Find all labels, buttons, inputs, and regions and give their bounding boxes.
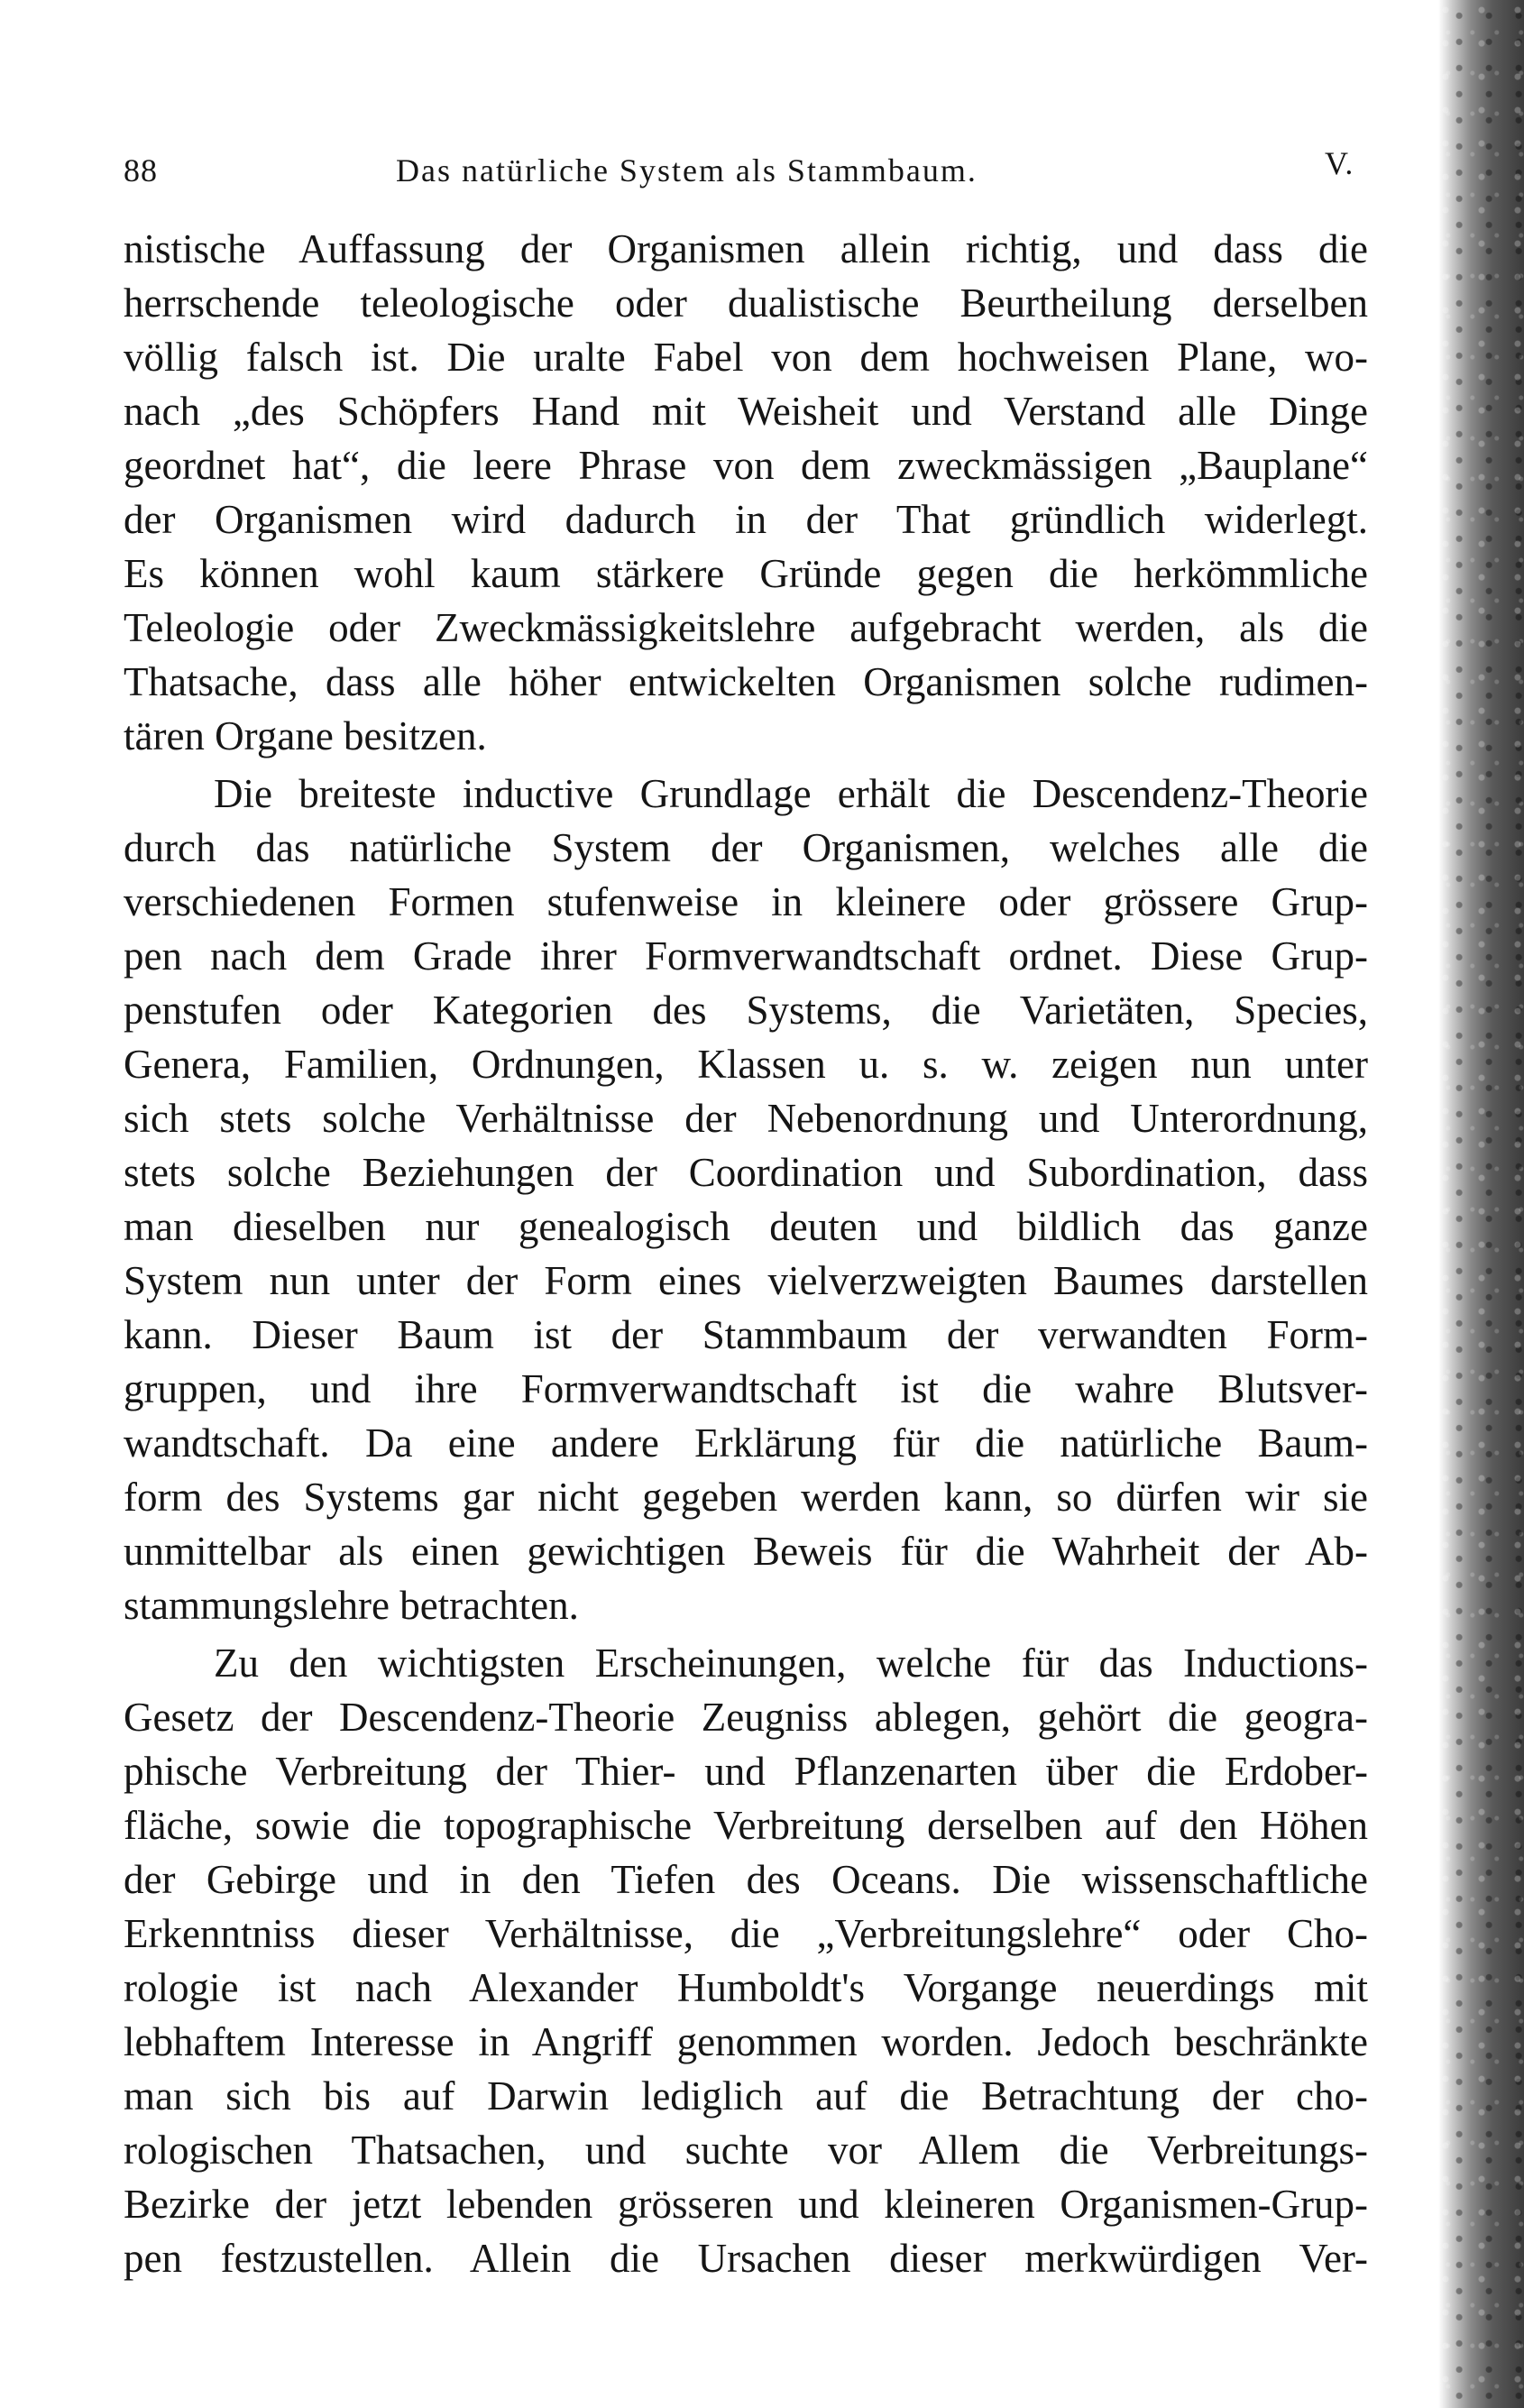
text-line: gruppen, und ihre Formverwandtschaft ist die wahre Blutsver- — [124, 1366, 1368, 1411]
text-line: rologischen Thatsachen, und suchte vor Allem die Verbreitungs- — [124, 2128, 1368, 2173]
text-line: verschiedenen Formen stufenweise in kleinere oder grössere Grup- — [124, 879, 1368, 924]
text-line: phische Verbreitung der Thier- und Pflanzenarten über die Erdober- — [124, 1749, 1368, 1794]
text-line: pen nach dem Grade ihrer Formverwandtschaft ordnet. Diese Grup- — [124, 933, 1368, 979]
text-line: wandtschaft. Da eine andere Erklärung für die natürliche Baum- — [124, 1420, 1368, 1466]
text-line: System nun unter der Form eines vielverzweigten Baumes darstellen — [124, 1258, 1368, 1303]
text-line: stets solche Beziehungen der Coordination und Subordination, dass — [124, 1150, 1368, 1195]
running-title: Das natürliche System als Stammbaum. — [396, 152, 978, 188]
text-line: rologie ist nach Alexander Humboldt's Vorgange neuerdings mit — [124, 1965, 1368, 2010]
paragraph-first-line: Die breiteste inductive Grundlage erhält die Descendenz-Theorie — [214, 771, 1368, 816]
text-line: sich stets solche Verhältnisse der Nebenordnung und Unterordnung, — [124, 1096, 1368, 1141]
text-line: Bezirke der jetzt lebenden grösseren und kleineren Organismen-Grup- — [124, 2182, 1368, 2227]
text-line: unmittelbar als einen gewichtigen Beweis für die Wahrheit der Ab- — [124, 1529, 1368, 1574]
page-number: 88 — [124, 152, 158, 188]
text-line: durch das natürliche System der Organismen, welches alle die — [124, 825, 1368, 870]
text-line: man dieselben nur genealogisch deuten und bildlich das ganze — [124, 1204, 1368, 1249]
text-line: nach „des Schöpfers Hand mit Weisheit und Verstand alle Dinge — [124, 389, 1368, 434]
running-header — [124, 145, 1386, 197]
text-line: herrschende teleologische oder dualistische Beurtheilung derselben — [124, 280, 1368, 326]
text-line: tären Organe besitzen. — [124, 713, 487, 758]
body-text — [124, 222, 1368, 2285]
text-line: der Gebirge und in den Tiefen des Oceans. Die wissenschaftliche — [124, 1857, 1368, 1902]
text-line: geordnet hat“, die leere Phrase von dem zweckmässigen „Bauplane“ — [124, 443, 1368, 488]
text-line: man sich bis auf Darwin lediglich auf die Betrachtung der cho- — [124, 2073, 1368, 2118]
text-line: völlig falsch ist. Die uralte Fabel von dem hochweisen Plane, wo- — [124, 335, 1368, 380]
text-line: nistische Auffassung der Organismen allein richtig, und dass die — [124, 226, 1368, 271]
text-line: form des Systems gar nicht gegeben werden kann, so dürfen wir sie — [124, 1475, 1368, 1520]
text-line: penstufen oder Kategorien des Systems, die Varietäten, Species, — [124, 988, 1368, 1033]
text-line: Genera, Familien, Ordnungen, Klassen u. s. w. zeigen nun unter — [124, 1042, 1368, 1087]
text-line: lebhaftem Interesse in Angriff genommen worden. Jedoch beschränkte — [124, 2019, 1368, 2064]
scan-noise — [1438, 0, 1524, 2408]
text-line: fläche, sowie die topographische Verbreitung derselben auf den Höhen — [124, 1803, 1368, 1848]
text-line: der Organismen wird dadurch in der That gründlich widerlegt. — [124, 497, 1368, 542]
text-line: Es können wohl kaum stärkere Gründe gegen die herkömmliche — [124, 551, 1368, 596]
text-line: Erkenntniss dieser Verhältnisse, die „Verbreitungslehre“ oder Cho- — [124, 1911, 1368, 1956]
text-line: stammungslehre betrachten. — [124, 1583, 579, 1628]
text-line: Teleologie oder Zweckmässigkeitslehre aufgebracht werden, als die — [124, 605, 1368, 650]
text-line: Gesetz der Descendenz-Theorie Zeugniss ablegen, gehört die geogra- — [124, 1695, 1368, 1740]
text-line: pen festzustellen. Allein die Ursachen dieser merkwürdigen Ver- — [124, 2236, 1368, 2281]
paragraph-first-line: Zu den wichtigsten Erscheinungen, welche für das Inductions- — [214, 1641, 1368, 1686]
text-line: kann. Dieser Baum ist der Stammbaum der verwandten Form- — [124, 1312, 1368, 1357]
chapter-number: V. — [1325, 145, 1354, 181]
text-line: Thatsache, dass alle höher entwickelten Organismen solche rudimen- — [124, 659, 1368, 704]
